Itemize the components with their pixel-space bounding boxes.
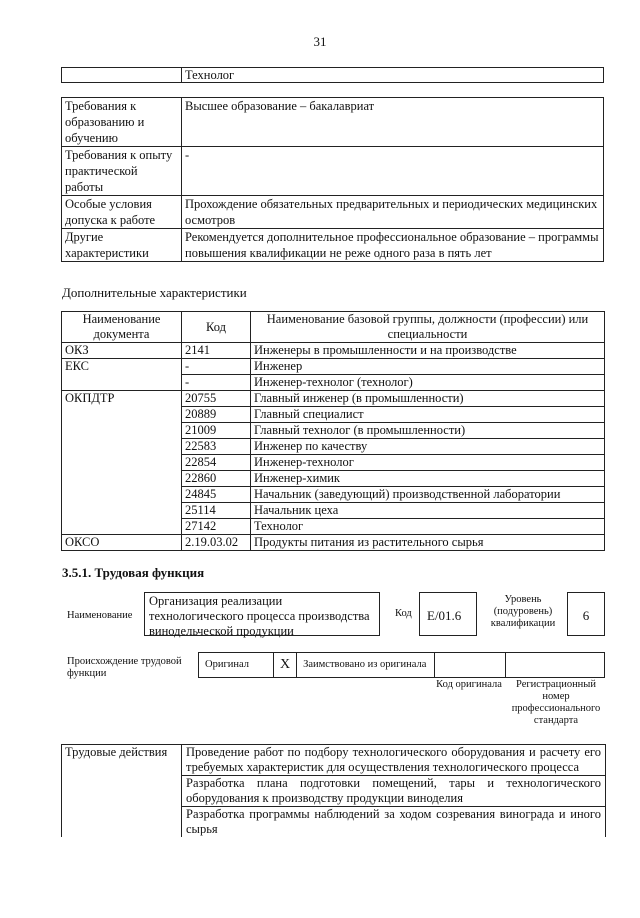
requirement-value: Прохождение обязательных предварительных и периодических медицинских осмотров	[182, 196, 604, 229]
section-heading: 3.5.1. Трудовая функция	[62, 565, 205, 580]
labor-action: Разработка плана подготовки помещений, тары и технологического оборудования к производству продукции виноделия	[182, 776, 606, 807]
code-cell: 25114	[182, 503, 251, 519]
code-cell: -	[182, 375, 251, 391]
header-document: Наименование документа	[62, 312, 182, 343]
requirement-row	[62, 147, 604, 196]
document-name: ОКЗ	[62, 343, 182, 359]
original-code-cell	[435, 653, 506, 678]
code-cell: 2.19.03.02	[182, 535, 251, 551]
name-cell: Инженер по качеству	[251, 439, 605, 455]
code-cell: 21009	[182, 423, 251, 439]
document-name: ЕКС	[62, 359, 182, 391]
labor-actions-label: Трудовые действия	[62, 745, 182, 838]
name-cell: Инженер	[251, 359, 605, 375]
function-name: Организация реализации технологического процесса производства винодельческой продукции	[144, 592, 380, 636]
code-cell: 22860	[182, 471, 251, 487]
code-cell: -	[182, 359, 251, 375]
table-row	[62, 359, 605, 375]
level-value: 6	[567, 592, 605, 636]
origin-label: Происхождение трудовой функции	[67, 656, 182, 679]
code-cell: 22854	[182, 455, 251, 471]
code-cell: 2141	[182, 343, 251, 359]
profession-title-table	[61, 67, 604, 83]
profession-title: Технолог	[182, 68, 604, 83]
requirement-row	[62, 98, 604, 147]
additional-characteristics-title: Дополнительные характеристики	[62, 285, 247, 300]
header-group-name: Наименование базовой группы, должности (профессии) или специальности	[251, 312, 605, 343]
header-code: Код	[182, 312, 251, 343]
function-code: E/01.6	[419, 592, 477, 636]
requirement-label: Особые условия допуска к работе	[62, 196, 182, 229]
labor-actions-table	[61, 744, 606, 837]
name-cell: Инженер-химик	[251, 471, 605, 487]
original-mark: X	[274, 653, 297, 678]
requirement-value: Рекомендуется дополнительное профессиональное образование – программы повышения квалификации не реже одного раза в пять лет	[182, 229, 604, 262]
name-label: Наименование	[67, 610, 133, 621]
origin-table	[198, 652, 605, 678]
name-cell: Продукты питания из растительного сырья	[251, 535, 605, 551]
name-cell: Инженер-технолог (технолог)	[251, 375, 605, 391]
code-cell: 24845	[182, 487, 251, 503]
code-cell: 22583	[182, 439, 251, 455]
requirement-row	[62, 229, 604, 262]
name-cell: Начальник цеха	[251, 503, 605, 519]
labor-action: Разработка программы наблюдений за ходом созревания винограда и иного сырья	[182, 807, 606, 838]
name-cell: Главный специалист	[251, 407, 605, 423]
registration-number-cell	[506, 653, 605, 678]
requirement-value: Высшее образование – бакалавриат	[182, 98, 604, 147]
empty-cell	[62, 68, 182, 83]
document-name: ОКСО	[62, 535, 182, 551]
borrowed-label: Заимствовано из оригинала	[297, 653, 435, 678]
level-label: Уровень (подуровень) квалификации	[490, 594, 556, 629]
table-header-row	[62, 312, 605, 343]
requirement-label: Требования к образованию и обучению	[62, 98, 182, 147]
table-row	[62, 343, 605, 359]
requirement-label: Требования к опыту практической работы	[62, 147, 182, 196]
original-code-label: Код оригинала	[436, 679, 502, 690]
document-name: ОКПДТР	[62, 391, 182, 535]
name-cell: Технолог	[251, 519, 605, 535]
labor-action: Проведение работ по подбору технологического оборудования и расчету его требуемых характеристик для осуществления технологического процесса	[182, 745, 606, 776]
original-label: Оригинал	[199, 653, 274, 678]
code-cell: 20889	[182, 407, 251, 423]
name-cell: Инженеры в промышленности и на производстве	[251, 343, 605, 359]
code-cell: 27142	[182, 519, 251, 535]
additional-characteristics-table	[61, 311, 605, 551]
name-cell: Начальник (заведующий) производственной лаборатории	[251, 487, 605, 503]
page-number: 31	[313, 34, 327, 49]
registration-number-label: Регистрационный номер профессионального стандарта	[511, 679, 601, 726]
table-row	[62, 745, 606, 776]
table-row	[62, 391, 605, 407]
name-cell: Главный технолог (в промышленности)	[251, 423, 605, 439]
code-cell: 20755	[182, 391, 251, 407]
name-cell: Инженер-технолог	[251, 455, 605, 471]
requirement-row	[62, 196, 604, 229]
code-label: Код	[395, 608, 412, 619]
requirement-value: -	[182, 147, 604, 196]
name-cell: Главный инженер (в промышленности)	[251, 391, 605, 407]
requirement-label: Другие характеристики	[62, 229, 182, 262]
table-row	[62, 535, 605, 551]
requirements-table	[61, 97, 604, 262]
